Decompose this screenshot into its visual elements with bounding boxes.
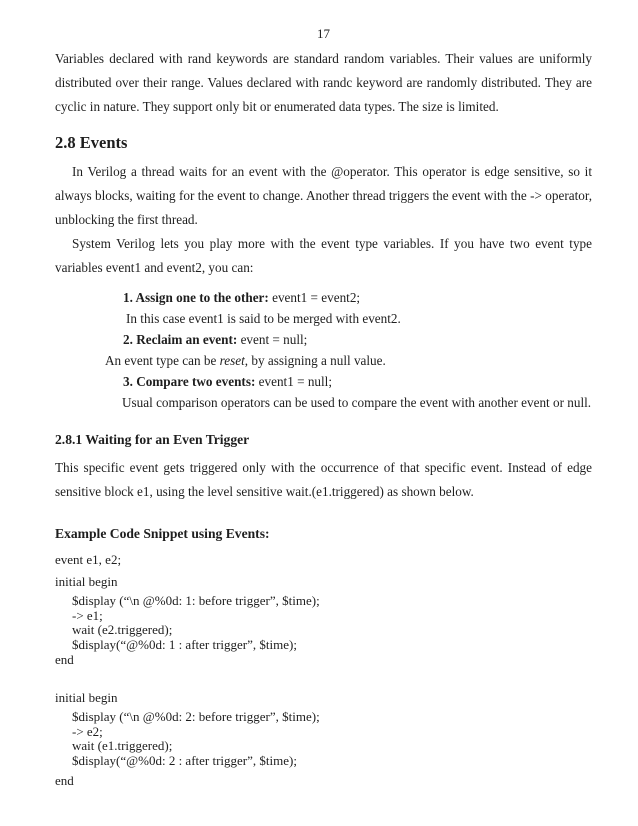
list-item-2-code: event = null; xyxy=(237,332,308,347)
list-item-3 xyxy=(123,371,592,392)
list-item-1-note: In this case event1 is said to be merged with event2. xyxy=(126,311,401,326)
list-item-1-code: event1 = event2; xyxy=(268,290,361,305)
code-line: -> e1; xyxy=(72,607,103,623)
code-block1-end: end xyxy=(55,652,74,667)
page-number: 17 xyxy=(317,26,330,41)
list-item-2-note xyxy=(105,350,592,371)
code-block2-end: end xyxy=(55,773,74,788)
code-block2-initial-begin: initial begin xyxy=(55,690,118,705)
list-item-3-label: 3. Compare two events: xyxy=(123,374,256,389)
section-2-8-1-heading: 2.8.1 Waiting for an Even Trigger xyxy=(55,432,250,447)
waiting-paragraph: This specific event gets triggered only with the occurrence of that specific event. Instead of edge sensitive block e1, using the level sensitive wait.(e1.triggered) as shown below. xyxy=(55,460,592,499)
list-item-1 xyxy=(123,287,592,308)
code-line: $display(“@%0d: 1 : after trigger”, $time); xyxy=(72,636,297,652)
events-paragraph-2: System Verilog lets you play more with the event type variables. If you have two event type variables event1 and event2, you can: xyxy=(55,236,592,275)
code-line: wait (e1.triggered); xyxy=(72,738,173,753)
section-2-8-heading: 2.8 Events xyxy=(55,133,128,152)
list-item-2-note-italic: reset xyxy=(219,353,245,368)
list-item-2-note-suffix: , by assigning a null value. xyxy=(244,353,386,368)
list-item-2-note-prefix: An event type can be xyxy=(105,353,220,368)
list-item-1-label: 1. Assign one to the other: xyxy=(123,290,269,305)
code-line: $display (“\n @%0d: 2: before trigger”, $time); xyxy=(72,709,320,724)
example-code-heading: Example Code Snippet using Events: xyxy=(55,526,270,541)
list-item-3-note: Usual comparison operators can be used to compare the event with another event or null. xyxy=(122,395,592,410)
intro-paragraph: Variables declared with rand keywords are standard random variables. Their values are uniformly distributed over their range. Values declared with randc keyword are randomly distributed. They are cyclic in nature. They support only bit or enumerated data types. The size is limited. xyxy=(55,51,592,114)
list-item-3-code: event1 = null; xyxy=(255,374,333,389)
events-usage-list xyxy=(55,287,592,413)
code-line: -> e2; xyxy=(72,723,103,739)
code-block2-body xyxy=(55,710,592,768)
events-paragraph-1: In Verilog a thread waits for an event with the @operator. This operator is edge sensitive, so it always blocks, waiting for the event to change. Another thread triggers the event with the -> operator, unblocking the first thread. xyxy=(55,164,592,227)
code-line: wait (e2.triggered); xyxy=(72,622,173,637)
list-item-2-label: 2. Reclaim an event: xyxy=(123,332,238,347)
list-item-2 xyxy=(123,329,592,350)
code-block1-body xyxy=(55,594,592,652)
code-event-declaration: event e1, e2; xyxy=(55,552,122,567)
code-line: $display(“@%0d: 2 : after trigger”, $time); xyxy=(72,752,297,768)
code-line: $display (“\n @%0d: 1: before trigger”, $time); xyxy=(72,593,320,608)
code-block1-initial-begin: initial begin xyxy=(55,574,118,589)
